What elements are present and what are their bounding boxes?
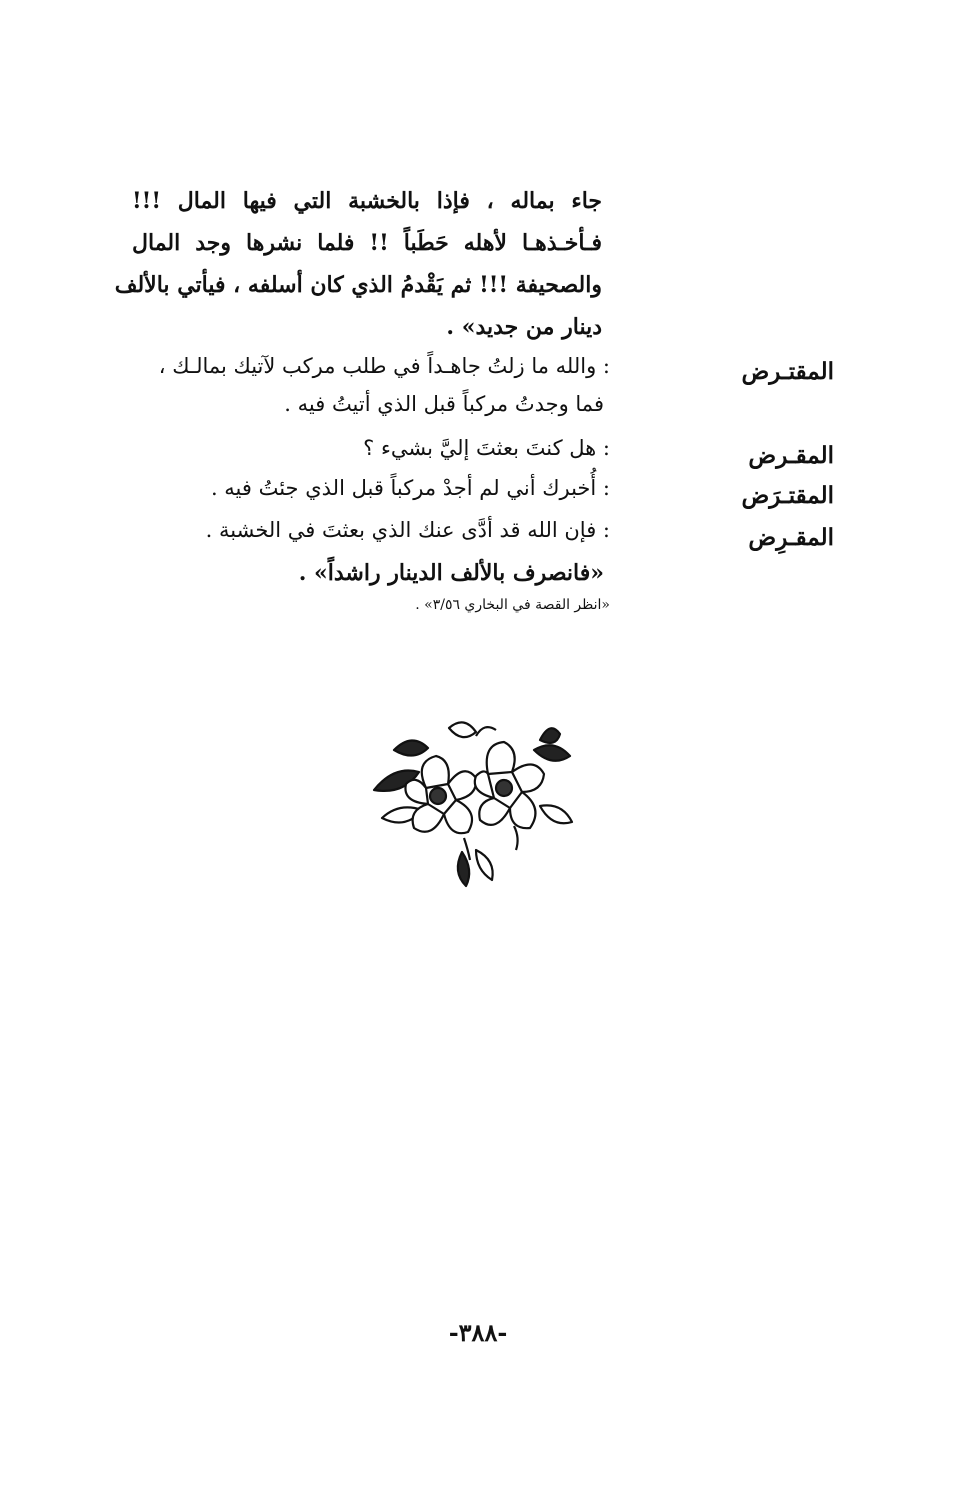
dialogue-line: : هل كنتَ بعثتَ إليَّ بشيء ؟	[363, 436, 610, 460]
narrative-line: دينار من جديد» .	[446, 314, 602, 340]
narrative-paragraph	[114, 180, 602, 348]
narrative-line: جاء بماله ، فإذا بالخشبة التي فيها المال !!!	[132, 188, 602, 214]
speaker-label: المقـرض	[748, 442, 834, 469]
closing-line: «فانصرف بالألف الدينار راشداً» .	[298, 560, 604, 586]
dialogue-line: : والله ما زلتُ جاهـداً في طلب مركب لآتيك بمالـك ،	[158, 354, 610, 378]
dialogue-line: : أُخبرك أني لم أجدْ مركباً قبل الذي جئتُ فيه .	[210, 476, 610, 500]
narrative-line: والصحيفة !!! ثم يَقْدمُ الذي كان أسلفه ، فيأتي بالألف	[114, 272, 602, 298]
flower-bouquet-ornament-icon	[364, 710, 580, 890]
speaker-label: المقـرِض	[748, 524, 834, 551]
dialogue-line: : فإن الله قد أدَّى عنك الذي بعثتَ في الخشبة .	[205, 518, 610, 542]
speaker-label: المقتـرَض	[741, 482, 834, 509]
speaker-label: المقتـرض	[741, 358, 834, 385]
dialogue-line: فما وجدتُ مركباً قبل الذي أتيتُ فيه .	[284, 392, 604, 416]
source-reference: «انظر القصة في البخاري ٣/٥٦» .	[415, 597, 610, 613]
page-number: -٣٨٨-	[448, 1318, 508, 1347]
narrative-line: فـأخـذهـا لأهله حَطَباً !! فلما نشرها وجد المال	[132, 230, 602, 256]
